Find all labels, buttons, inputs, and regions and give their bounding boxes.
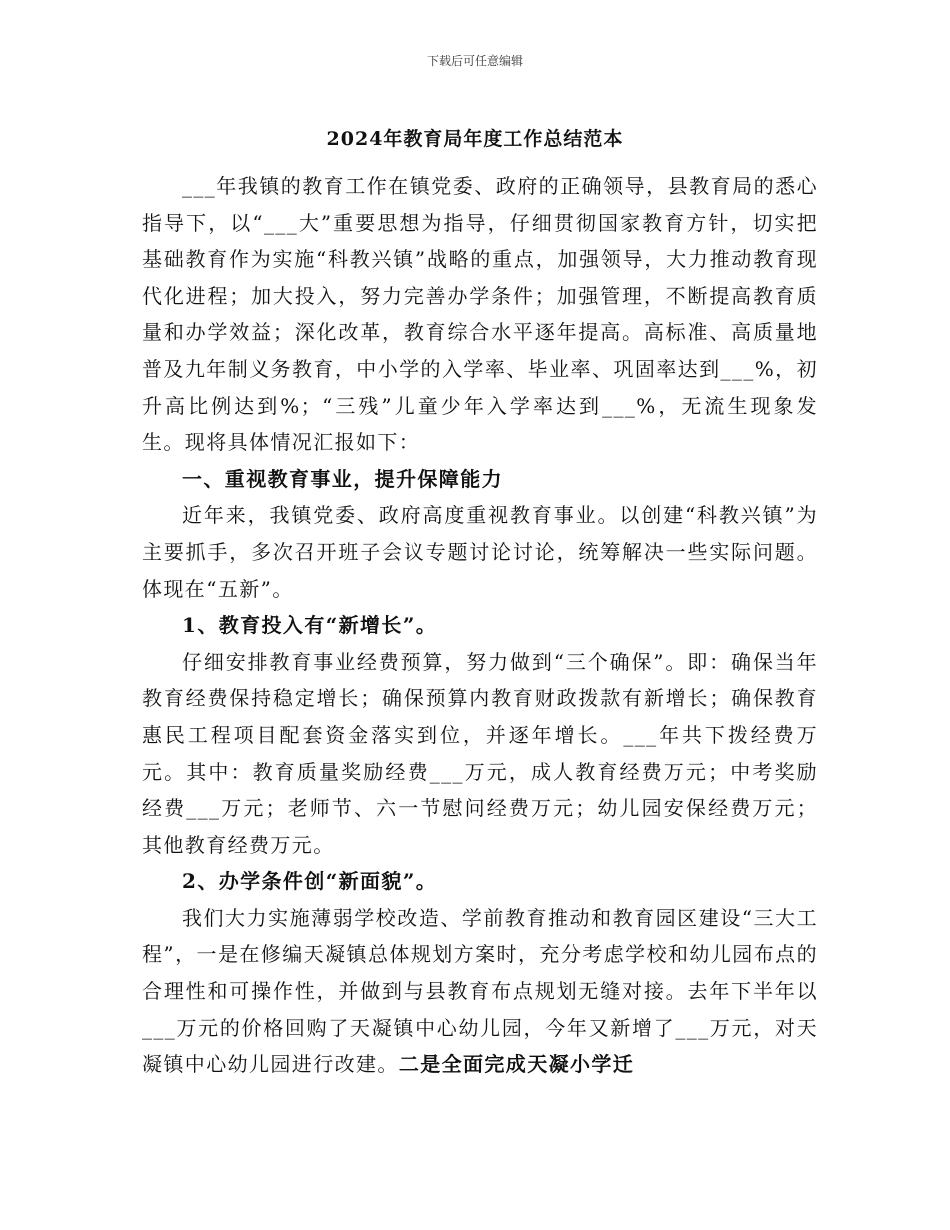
paragraph-conditions [142,900,818,1083]
document-body [142,168,818,1083]
header-note: 下载后可任意编辑 [426,54,523,68]
section-heading-1: 一、重视教育事业，提升保障能力 [182,466,503,491]
paragraph-investment: 仔细安排教育事业经费预算，努力做到“三个确保”。即：确保当年教育经费保持稳定增长；确保预算内教育财政拨款有新增长；确保教育惠民工程项目配套资金落实到位，并逐年增长。___年共下拨经费万元。其中：教育质量奖励经费___万元，成人教育经费万元；中考奖励经费___万元；老师节、六一节慰问经费万元；幼儿园安保经费万元；其他教育经费万元。 [142,649,818,857]
paragraph-section-1: 近年来，我镇党委、政府高度重视教育事业。以创建“科教兴镇”为主要抓手，多次召开班子会议专题讨论讨论，统筹解决一些实际问题。体现在“五新”。 [142,503,818,601]
paragraph-conditions-bold: 二是全面完成天凝小学迁 [398,1052,635,1077]
subsection-heading-1: 1、教育投入有“新增长”。 [182,613,438,638]
subsection-heading-2: 2、办学条件创“新面貌”。 [182,869,438,894]
paragraph-intro: ___年我镇的教育工作在镇党委、政府的正确领导，县教育局的悉心指导下，以“___大”重要思想为指导，仔细贯彻国家教育方针，切实把基础教育作为实施“科教兴镇”战略的重点，加强领导，大力推动教育现代化进程；加大投入，努力完善办学条件；加强管理，不断提高教育质量和办学效益；深化改革，教育综合水平逐年提高。高标准、高质量地普及九年制义务教育，中小学的入学率、毕业率、巩固率达到___%，初升高比例达到%；“三残”儿童少年入学率达到___%，无流生现象发生。现将具体情况汇报如下： [142,174,818,455]
document-title: 2024年教育局年度工作总结范本 [326,128,624,150]
paragraph-conditions-text: 我们大力实施薄弱学校改造、学前教育推动和教育园区建设“三大工程”，一是在修编天凝镇总体规划方案时，充分考虑学校和幼儿园布点的合理性和可操作性，并做到与县教育布点规划无缝对接。去年下半年以___万元的价格回购了天凝镇中心幼儿园，今年又新增了___万元，对天凝镇中心幼儿园进行改建。 [142,905,818,1077]
